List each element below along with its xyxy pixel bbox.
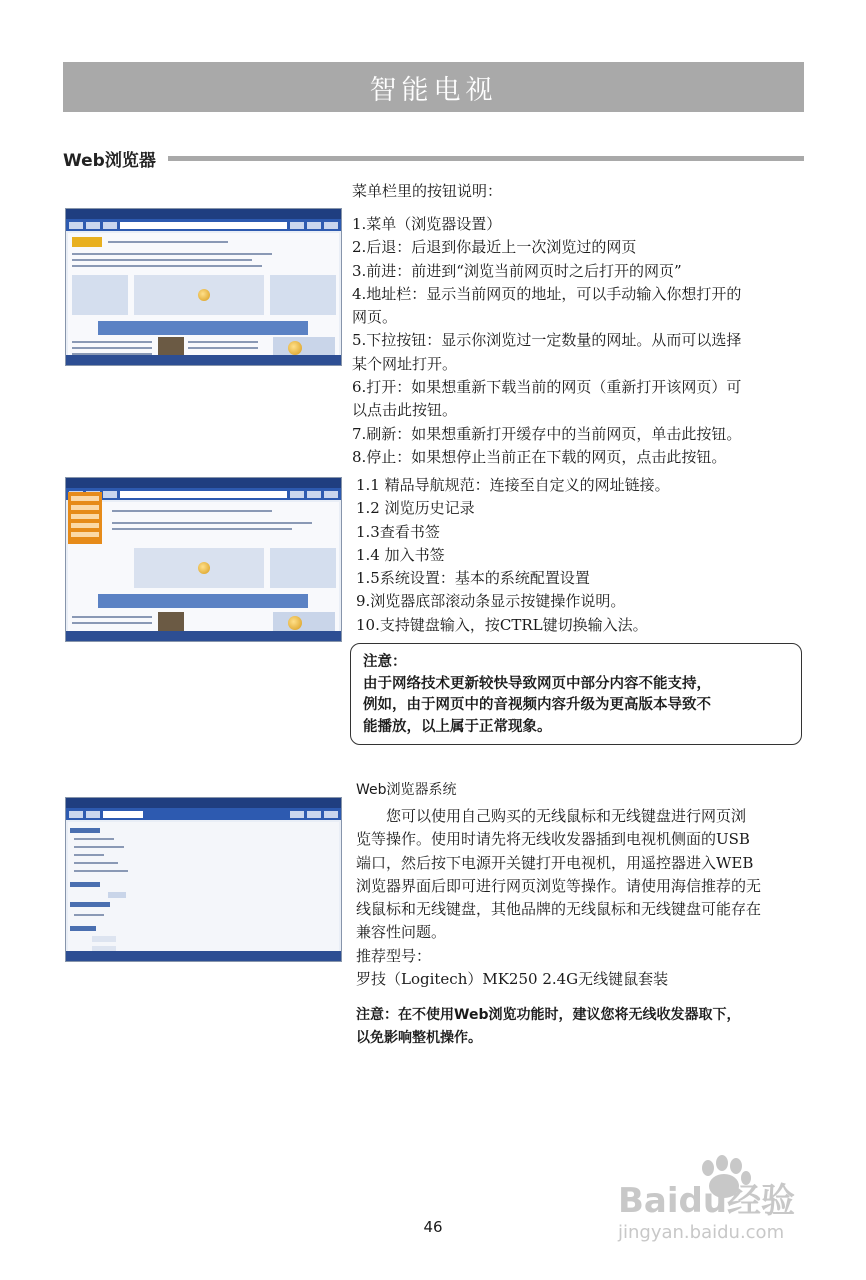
list-item: 10.支持键盘输入，按CTRL键切换输入法。: [356, 615, 648, 634]
list-item: 1.3查看书签: [356, 522, 440, 541]
list-item: 1.2 浏览历史记录: [356, 499, 475, 518]
notice-title: 注意：: [363, 654, 407, 670]
list-item: 1.1 精品导航规范：连接至自定义的网址链接。: [356, 476, 670, 494]
list-item: 9.浏览器底部滚动条显示按键操作说明。: [356, 592, 626, 611]
watermark-brand: Baidu经验: [618, 1181, 796, 1221]
list-item: 网页。: [352, 308, 398, 327]
browser-screenshot-settings: [65, 797, 342, 962]
list-item: 1.5系统设置：基本的系统配置设置: [356, 569, 590, 588]
bottom-note: [356, 1004, 804, 1050]
notice-line: 由于网络技术更新较快导致网页中部分内容不能支持，: [363, 675, 711, 692]
list-item: 8.停止：如果想停止当前正在下载的网页，点击此按钮。: [352, 447, 727, 466]
paragraph-line: 您可以使用自己购买的无线鼠标和无线键盘进行网页浏: [356, 807, 747, 825]
browser-menu-popup: [68, 492, 102, 544]
menu-heading: [352, 180, 502, 203]
baidu-jingyan-watermark: [612, 1150, 822, 1245]
title-bar: [66, 798, 341, 808]
paragraph-line: 兼容性问题。: [356, 923, 447, 942]
notice-box: [350, 643, 802, 745]
toolbar: [66, 488, 341, 500]
list-item: 4.地址栏：显示当前网页的地址，可以手动输入你想打开的: [352, 284, 742, 303]
section-title: Web浏览器: [63, 150, 156, 171]
menu-heading-text: 菜单栏里的按钮说明：: [352, 182, 503, 200]
browser-screenshot-menu-open: [65, 477, 342, 642]
list-item: 某个网址打开。: [352, 354, 458, 373]
status-bar: [66, 951, 341, 961]
system-paragraph: [356, 805, 804, 991]
notice-line: 例如，由于网页中的音视频内容升级为更高版本导致不: [363, 697, 711, 713]
menu-button-list: [352, 213, 807, 469]
list-item: 以点击此按钮。: [352, 401, 458, 420]
paragraph-line: 览等操作。使用时请先将无线收发器插到电视机侧面的USB: [356, 830, 750, 849]
list-item: 1.菜单（浏览器设置）: [352, 215, 502, 233]
watermark-url: jingyan.baidu.com: [618, 1222, 785, 1243]
web-page-content: [68, 502, 339, 631]
system-title: Web浏览器系统: [356, 782, 457, 798]
chapter-title: 智能电视: [369, 74, 498, 106]
paragraph-line: 线鼠标和无线键盘，其他品牌的无线鼠标和无线键盘可能存在: [356, 900, 762, 919]
list-item: 6.打开：如果想重新下载当前的网页（重新打开该网页）可: [352, 378, 742, 397]
settings-page: [68, 822, 339, 951]
paragraph-line: 浏览器界面后即可进行网页浏览等操作。请使用海信推荐的无: [356, 876, 762, 895]
sub-menu-list: [356, 474, 806, 637]
page-number: 46: [423, 1218, 443, 1236]
title-bar: [66, 209, 341, 219]
paragraph-line: 端口，然后按下电源开关键打开电视机，用遥控器进入WEB: [356, 853, 754, 872]
paragraph-line: 推荐型号：: [356, 946, 432, 965]
paragraph-line: 罗技（Logitech）MK250 2.4G无线键鼠套装: [356, 970, 669, 989]
title-bar: [66, 478, 341, 488]
section-header: [63, 146, 804, 170]
status-bar: [66, 631, 341, 641]
list-item: 5.下拉按钮：显示你浏览过一定数量的网址。从而可以选择: [352, 331, 742, 350]
browser-screenshot-menu-bar: [65, 208, 342, 366]
note-line: 以免影响整机操作。: [356, 1030, 482, 1046]
notice-line: 能播放，以上属于正常现象。: [363, 718, 552, 735]
list-item: 3.前进：前进到“浏览当前网页时之后打开的网页”: [352, 261, 682, 280]
toolbar: [66, 808, 341, 820]
chapter-banner: [63, 62, 804, 112]
note-line: 注意：在不使用Web浏览功能时，建议您将无线收发器取下，: [356, 1007, 741, 1023]
toolbar: [66, 219, 341, 231]
list-item: 7.刷新：如果想重新打开缓存中的当前网页，单击此按钮。: [352, 424, 742, 443]
section-rule: [168, 156, 804, 161]
web-page-content: [68, 233, 339, 355]
list-item: 2.后退：后退到你最近上一次浏览过的网页: [352, 238, 637, 257]
list-item: 1.4 加入书签: [356, 545, 445, 564]
status-bar: [66, 355, 341, 365]
